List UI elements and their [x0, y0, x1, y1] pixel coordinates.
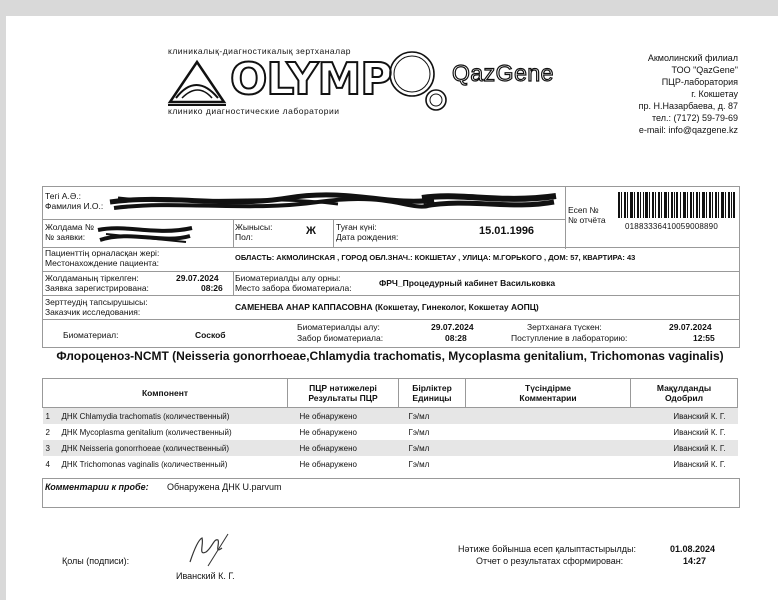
col-component: Компонент [43, 379, 288, 408]
collect-place-value: ФРЧ_Процедурный кабинет Васильковка [379, 278, 556, 288]
comment-cell [466, 424, 631, 440]
reg-label-ru: Заявка зарегистрирована: [45, 283, 149, 293]
birth-label-ru: Дата рождения: [336, 232, 399, 242]
name-label-ru: Фамилия И.О.: [45, 201, 104, 211]
collect-date-value: 29.07.2024 [431, 322, 474, 332]
component-cell: 2 ДНК Mycoplasma genitalium (количественный) [45, 427, 232, 437]
received-label-ru: Поступление в лабораторию: [511, 333, 628, 343]
sex-label-kz: Жынысы: [235, 222, 273, 232]
table-row [43, 424, 738, 440]
table-row [43, 456, 738, 472]
biomaterial-value: Соскоб [195, 330, 226, 340]
comment-cell [466, 456, 631, 472]
received-label-kz: Зертханаға түскен: [527, 322, 602, 332]
component-cell: 3 ДНК Neisseria gonorrhoeae (количественный) [43, 440, 288, 456]
address-line: ПЦР-лаборатория [661, 77, 738, 87]
result-cell: Не обнаружено [288, 408, 399, 425]
approved-cell: Иванский К. Г. [631, 440, 738, 456]
olymp-wordmark: OLYMP [230, 54, 392, 105]
received-date-value: 29.07.2024 [669, 322, 712, 332]
col-result: ПЦР нәтижелері Результаты ПЦР [288, 379, 399, 408]
col-approved: Мақұлданды Одобрил [631, 379, 738, 408]
collect-place-label-kz: Биоматериалды алу орны: [235, 273, 341, 283]
approved-cell: Иванский К. Г. [673, 459, 726, 469]
report-label-ru: № отчёта [568, 215, 606, 225]
sample-comment-label: Комментарии к пробе: [45, 482, 149, 492]
address-line: e-mail: info@qazgene.kz [638, 125, 738, 135]
formed-label-ru: Отчет о результатах сформирован: [476, 556, 624, 566]
olymp-tagline-ru: клинико диагностические лаборатории [168, 106, 340, 116]
reg-date-value: 29.07.2024 [176, 273, 219, 283]
approved-cell: Иванский К. Г. [673, 427, 726, 437]
collect-time-value: 08:28 [445, 333, 467, 343]
location-label-ru: Местонахождение пациента: [45, 258, 160, 268]
address-line: тел.: (7172) 59-79-69 [651, 113, 738, 123]
name-label-kz: Тегі А.Ә.: [45, 191, 81, 201]
collect-label-ru: Забор биоматериала: [297, 333, 384, 343]
location-label-kz: Пациенттің орналасқан жері: [45, 248, 160, 258]
birth-date-value: 15.01.1996 [479, 225, 535, 237]
qazgene-wordmark: QazGene [452, 60, 554, 86]
redaction-scribble-order [96, 222, 196, 248]
biomaterial-label: Биоматериал: [63, 330, 119, 340]
signature-label: Қолы (подписи): [62, 556, 130, 566]
approved-cell: Иванский К. Г. [631, 408, 738, 425]
reg-label-kz: Жолдаманың тіркелген: [45, 273, 139, 283]
formed-date: 01.08.2024 [670, 544, 716, 554]
qazgene-logo [386, 48, 576, 118]
formed-time: 14:27 [683, 556, 707, 566]
customer-value: САМЕНЕВА АНАР КАППАСОВНА (Кокшетау, Гинеколог, Кокшетау АОПЦ) [235, 302, 539, 312]
received-time-value: 12:55 [693, 333, 715, 343]
results-header-row [43, 379, 738, 408]
units-cell: Гэ/мл [408, 427, 430, 437]
col-units: Бірліктер Единицы [399, 379, 466, 408]
olymp-emblem-icon [166, 58, 228, 106]
formed-label-kz: Нәтиже бойынша есеп қалыптастырылды: [458, 544, 637, 554]
test-title: Флороценоз-NCMT (Neisseria gonorrhoeae,Chlamydia trachomatis, Mycoplasma genitalium, Trichomonas vaginalis) [56, 349, 724, 363]
results-table [42, 378, 738, 472]
location-value: ОБЛАСТЬ: АКМОЛИНСКАЯ , ГОРОД ОБЛ.ЗНАЧ.: КОКШЕТАУ , УЛИЦА: М.ГОРЬКОГО , ДОМ: 57, КВАРТИРА: 43 [235, 253, 636, 262]
sample-comment-box [42, 478, 740, 508]
sample-comment-text: Обнаружена ДНК U.parvum [167, 482, 282, 492]
comment-cell [466, 408, 631, 425]
order-label-ru: № заявки: [45, 232, 86, 242]
handwritten-signature [184, 530, 234, 570]
customer-label-kz: Зерттеудің тапсырушысы: [45, 297, 148, 307]
redaction-scribble-name [108, 192, 438, 214]
result-cell: Не обнаружено [299, 459, 357, 469]
barcode-number: 01883336410059008890 [625, 222, 718, 231]
order-label-kz: Жолдама № [45, 222, 94, 232]
lab-address [578, 52, 738, 136]
reg-time-value: 08:26 [201, 283, 223, 293]
collect-place-label-ru: Место забора биоматериала: [235, 283, 352, 293]
olymp-logo [160, 34, 392, 124]
comment-cell [466, 440, 631, 456]
barcode-image [618, 192, 736, 218]
result-cell: Не обнаружено [288, 440, 399, 456]
component-cell: 1 ДНК Chlamydia trachomatis (количественный) [43, 408, 288, 425]
redaction-scribble-name-2 [420, 190, 560, 214]
units-cell: Гэ/мл [399, 440, 466, 456]
units-cell: Гэ/мл [399, 408, 466, 425]
report-label-kz: Есеп № [568, 205, 599, 215]
qazgene-emblem-icon [386, 48, 456, 118]
signer-name: Иванский К. Г. [176, 571, 235, 581]
sex-value: Ж [306, 225, 316, 237]
units-cell: Гэ/мл [408, 459, 430, 469]
olymp-tagline-kz: клиникалық-диагностикалық зертханалар [168, 46, 352, 56]
result-cell: Не обнаружено [299, 427, 357, 437]
address-line: пр. Н.Назарбаева, д. 87 [638, 101, 738, 111]
collect-label-kz: Биоматериалды алу: [297, 322, 380, 332]
birth-label-kz: Туған күні: [336, 222, 377, 232]
table-row [43, 408, 738, 425]
sex-label-ru: Пол: [235, 232, 253, 242]
address-line: ТОО "QazGene" [671, 65, 738, 75]
customer-label-ru: Заказчик исследования: [45, 307, 141, 317]
table-row [43, 440, 738, 456]
component-cell: 4 ДНК Trichomonas vaginalis (количественный) [45, 459, 228, 469]
address-line: г. Кокшетау [691, 89, 738, 99]
col-comment: Түсіндірме Комментарии [466, 379, 631, 408]
address-line: Акмолинский филиал [647, 53, 738, 63]
